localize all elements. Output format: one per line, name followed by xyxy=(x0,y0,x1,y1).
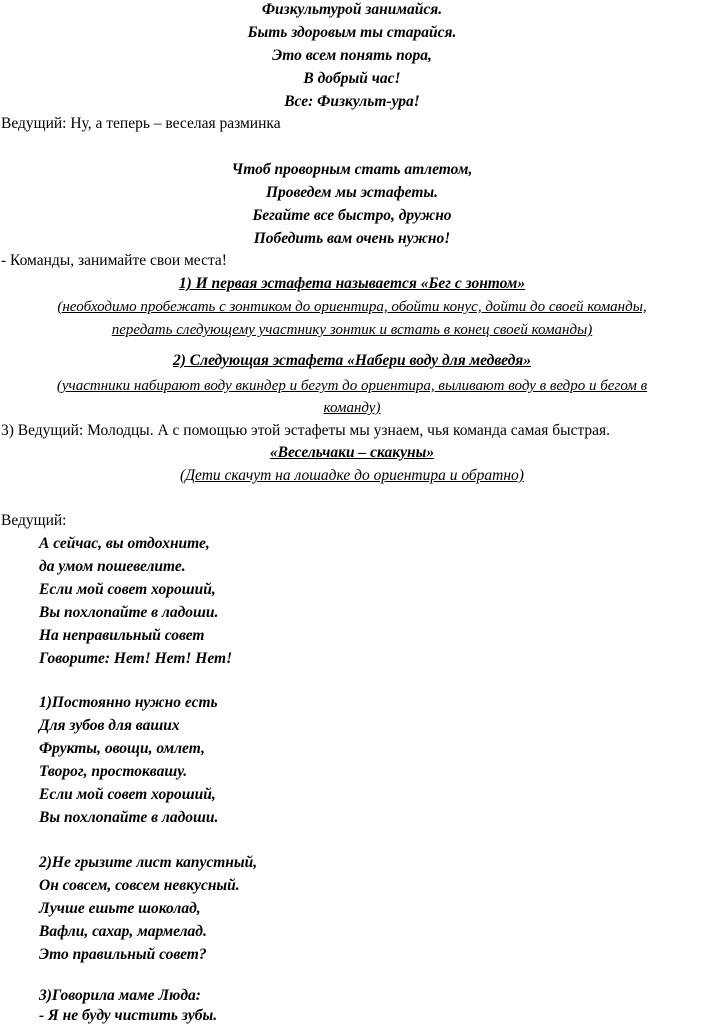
poem1-line-1: Физкультурой занимайся. xyxy=(261,1,443,18)
advice2-line-5: Это правильный совет? xyxy=(39,946,207,963)
poem1-line-3: Это всем понять пора, xyxy=(272,47,432,64)
poem1-line-2: Быть здоровым ты старайся. xyxy=(247,24,457,41)
poem2-line-3: Бегайте все быстро, дружно xyxy=(252,207,452,224)
advice1-line-3: Фрукты, овощи, омлет, xyxy=(39,740,206,757)
game-intro-line-5: На неправильный совет xyxy=(39,627,205,644)
relay3-title: «Весельчаки – скакуны» xyxy=(269,444,435,461)
relay1-title: 1) И первая эстафета называется «Бег с зонтом» xyxy=(178,275,526,292)
advice3-line-1: 3)Говорила маме Люда: xyxy=(39,987,201,1004)
advice2-line-4: Вафли, сахар, мармелад. xyxy=(39,923,207,940)
game-intro-line-6: Говорите: Нет! Нет! Нет! xyxy=(39,650,233,667)
teams-places-line: - Команды, занимайте свои места! xyxy=(1,252,227,269)
host-warmup-line: Ведущий: Ну, а теперь – веселая разминка xyxy=(1,115,281,132)
game-intro-line-4: Вы похлопайте в ладоши. xyxy=(39,604,219,621)
poem1-line-4: В добрый час! xyxy=(303,70,401,87)
poem2-line-2: Проведем мы эстафеты. xyxy=(265,184,439,201)
relay2-title: 2) Следующая эстафета «Набери воду для медведя» xyxy=(172,352,532,369)
advice1-line-4: Творог, простоквашу. xyxy=(39,763,188,780)
relay3-desc: (Дети скачут на лошадке до ориентира и обратно) xyxy=(180,467,524,484)
advice1-line-6: Вы похлопайте в ладоши. xyxy=(39,809,219,826)
poem2-line-1: Чтоб проворным стать атлетом, xyxy=(231,161,473,178)
game-intro-line-3: Если мой совет хороший, xyxy=(39,581,216,598)
advice1-line-2: Для зубов для ваших xyxy=(39,717,180,734)
poem1-line-5: Все: Физкульт-ура! xyxy=(284,93,420,110)
advice3-line-2: - Я не буду чистить зубы. xyxy=(39,1007,218,1024)
advice1-line-5: Если мой совет хороший, xyxy=(39,786,216,803)
relay2-desc-line-2: команду) xyxy=(323,400,381,416)
relay1-desc-line-1: (необходимо пробежать с зонтиком до ориентира, обойти конус, дойти до своей команды, xyxy=(57,299,647,315)
relay2-desc-line-1: (участники набирают воду вкиндер и бегут до ориентира, выливают воду в ведро и бегом в xyxy=(56,378,648,394)
relay1-desc-line-2: передать следующему участнику зонтик и встать в конец своей команды) xyxy=(111,322,593,338)
host-label: Ведущий: xyxy=(1,512,67,529)
advice2-line-1: 2)Не грызите лист капустный, xyxy=(39,854,258,871)
game-intro-line-2: да умом пошевелите. xyxy=(39,558,186,575)
advice2-line-2: Он совсем, совсем невкусный. xyxy=(39,877,240,894)
advice2-line-3: Лучше ешьте шоколад, xyxy=(39,900,201,917)
relay3-intro-line: 3) Ведущий: Молодцы. А с помощью этой эстафеты мы узнаем, чья команда самая быстрая. xyxy=(1,422,611,439)
game-intro-line-1: А сейчас, вы отдохните, xyxy=(39,535,210,552)
advice1-line-1: 1)Постоянно нужно есть xyxy=(39,694,218,711)
poem2-line-4: Победить вам очень нужно! xyxy=(253,230,451,247)
